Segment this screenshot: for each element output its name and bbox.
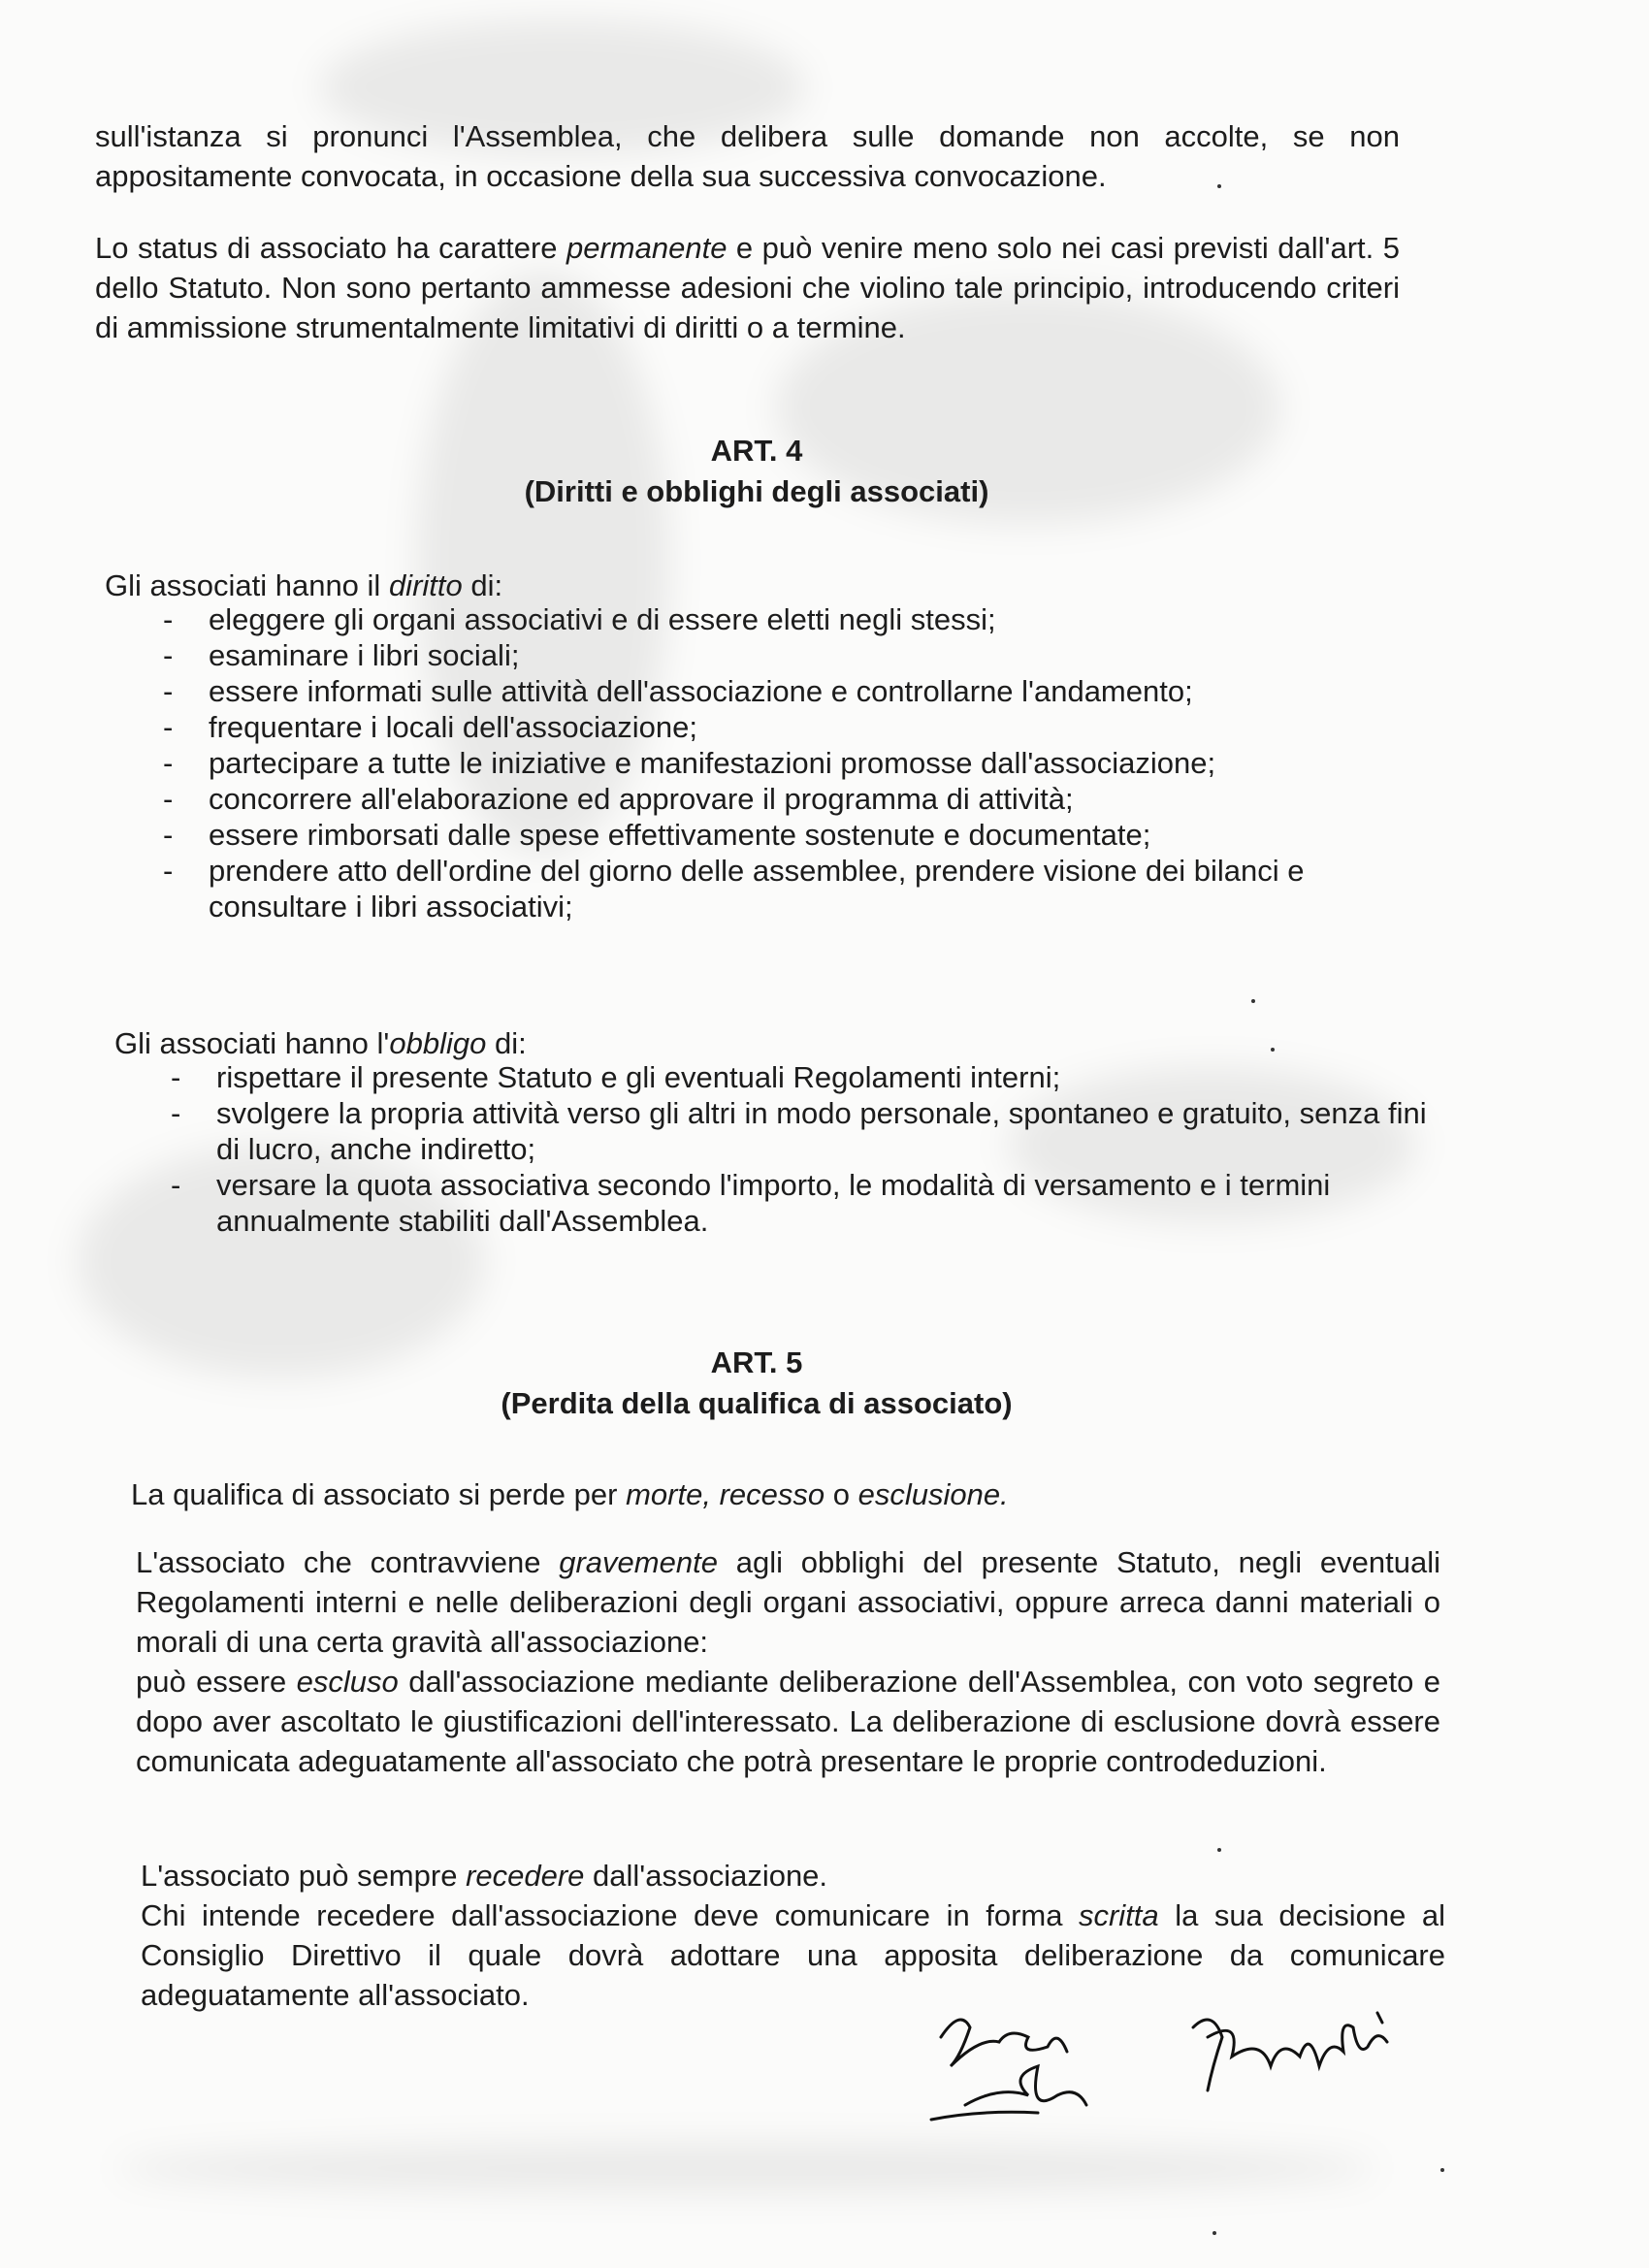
emphasis-text: diritto: [388, 568, 463, 602]
list-item: - prendere atto dell'ordine del giorno delle assemblee, prendere visione dei bilanci e consultare i libri associativi;: [155, 853, 1426, 924]
list-item: - esaminare i libri sociali;: [155, 637, 1426, 673]
text-run: agli obblighi del presente Statuto, negli eventuali Regolamenti interni e nelle deliberazioni degli organi associativi, oppure arreca danni materiali o morali di una certa gravità all'associazione:: [136, 1545, 1441, 1659]
text-run: dall'associazione.: [584, 1859, 828, 1893]
list-item: - svolgere la propria attività verso gli altri in modo personale, spontaneo e gratuito, senza fini di lucro, anche indiretto;: [163, 1095, 1443, 1167]
text-run: dall'associazione mediante deliberazione dell'Assemblea, con voto segreto e dopo aver ascoltato le giustificazioni dell'interessato. La deliberazione di esclusione dovrà essere comunicata adeguatamente all'associato che potrà presentare le proprie controdeduzioni.: [136, 1665, 1440, 1778]
emphasis-text: permanente: [566, 231, 728, 265]
emphasis-text: escluso: [296, 1665, 399, 1699]
scan-speck: [1217, 1848, 1221, 1852]
art5-number: ART. 5: [710, 1345, 803, 1379]
art5-paragraph-3: [141, 1856, 827, 1895]
list-item: - partecipare a tutte le iniziative e manifestazioni promosse dall'associazione;: [155, 745, 1426, 781]
text-run: e può venire meno solo nei casi previsti dall'art. 5 dello Statuto. Non sono pertanto ammesse adesioni che violino tale principio, introducendo criteri di ammissione strumentalmente limitativi di diritti o a termine.: [95, 231, 1400, 344]
text-run: Gli associati hanno il: [105, 568, 389, 602]
text-run: la sua decisione al Consiglio Direttivo il quale dovrà adottare una apposita deliberazione da comunicare adeguatamente all'associato.: [141, 1898, 1445, 2012]
list-item: - frequentare i locali dell'associazione;: [155, 709, 1426, 745]
emphasis-text: recesso: [719, 1477, 825, 1511]
rights-intro: [105, 566, 502, 605]
duties-list: [163, 1059, 1443, 1239]
emphasis-text: recedere: [466, 1859, 585, 1893]
scan-speck: [1440, 2168, 1444, 2172]
emphasis-text: obbligo: [389, 1026, 487, 1060]
text-run: di:: [486, 1026, 527, 1060]
text-run: La qualifica di associato si perde per: [131, 1477, 627, 1511]
list-item: - essere rimborsati dalle spese effettivamente sostenute e documentate;: [155, 817, 1426, 853]
text-run: Lo status di associato ha carattere: [95, 231, 566, 265]
paragraph-2: [95, 228, 1400, 347]
text-run: Chi intende recedere dall'associazione deve comunicare in forma: [141, 1898, 1079, 1932]
scan-speck: [1212, 2231, 1216, 2235]
emphasis-text: scritta: [1078, 1898, 1159, 1932]
text-run: può essere: [136, 1665, 297, 1699]
emphasis-text: gravemente: [559, 1545, 718, 1579]
scan-speck: [1271, 1048, 1275, 1052]
paragraph-1: sull'istanza si pronunci l'Assemblea, che delibera sulle domande non accolte, se non appositamente convocata, in occasione della sua successiva convocazione.: [95, 119, 1400, 193]
text-run: [711, 1477, 720, 1511]
list-item: - eleggere gli organi associativi e di essere eletti negli stessi;: [155, 601, 1426, 637]
text-run: Gli associati hanno l': [114, 1026, 390, 1060]
art5-paragraph-2: [136, 1542, 1440, 1781]
list-item: - versare la quota associativa secondo l'importo, le modalità di versamento e i termini annualmente stabiliti dall'Assemblea.: [163, 1167, 1443, 1239]
text-run: L'associato può sempre: [141, 1859, 467, 1893]
text-run: o: [824, 1477, 858, 1511]
art4-number: ART. 4: [710, 434, 803, 468]
signature-1: [922, 1998, 1116, 2144]
list-item: - essere informati sulle attività dell'associazione e controllarne l'andamento;: [155, 673, 1426, 709]
text-run: L'associato che contravviene: [136, 1545, 560, 1579]
scan-smudge: [116, 2144, 1377, 2192]
art5-title: (Perdita della qualifica di associato): [501, 1386, 1013, 1420]
signature-2: [1174, 1998, 1406, 2105]
art4-title: (Diritti e obblighi degli associati): [524, 474, 989, 508]
duties-intro: [114, 1023, 527, 1063]
list-item: - rispettare il presente Statuto e gli eventuali Regolamenti interni;: [163, 1059, 1443, 1095]
art5-paragraph-4: [141, 1895, 1445, 2015]
rights-list: [155, 601, 1426, 924]
art5-paragraph-1: [131, 1474, 1009, 1514]
scan-speck: [1217, 184, 1221, 188]
emphasis-text: morte,: [626, 1477, 711, 1511]
emphasis-text: esclusione.: [857, 1477, 1009, 1511]
list-item: - concorrere all'elaborazione ed approvare il programma di attività;: [155, 781, 1426, 817]
text-run: di:: [462, 568, 503, 602]
scan-speck: [1251, 999, 1255, 1003]
